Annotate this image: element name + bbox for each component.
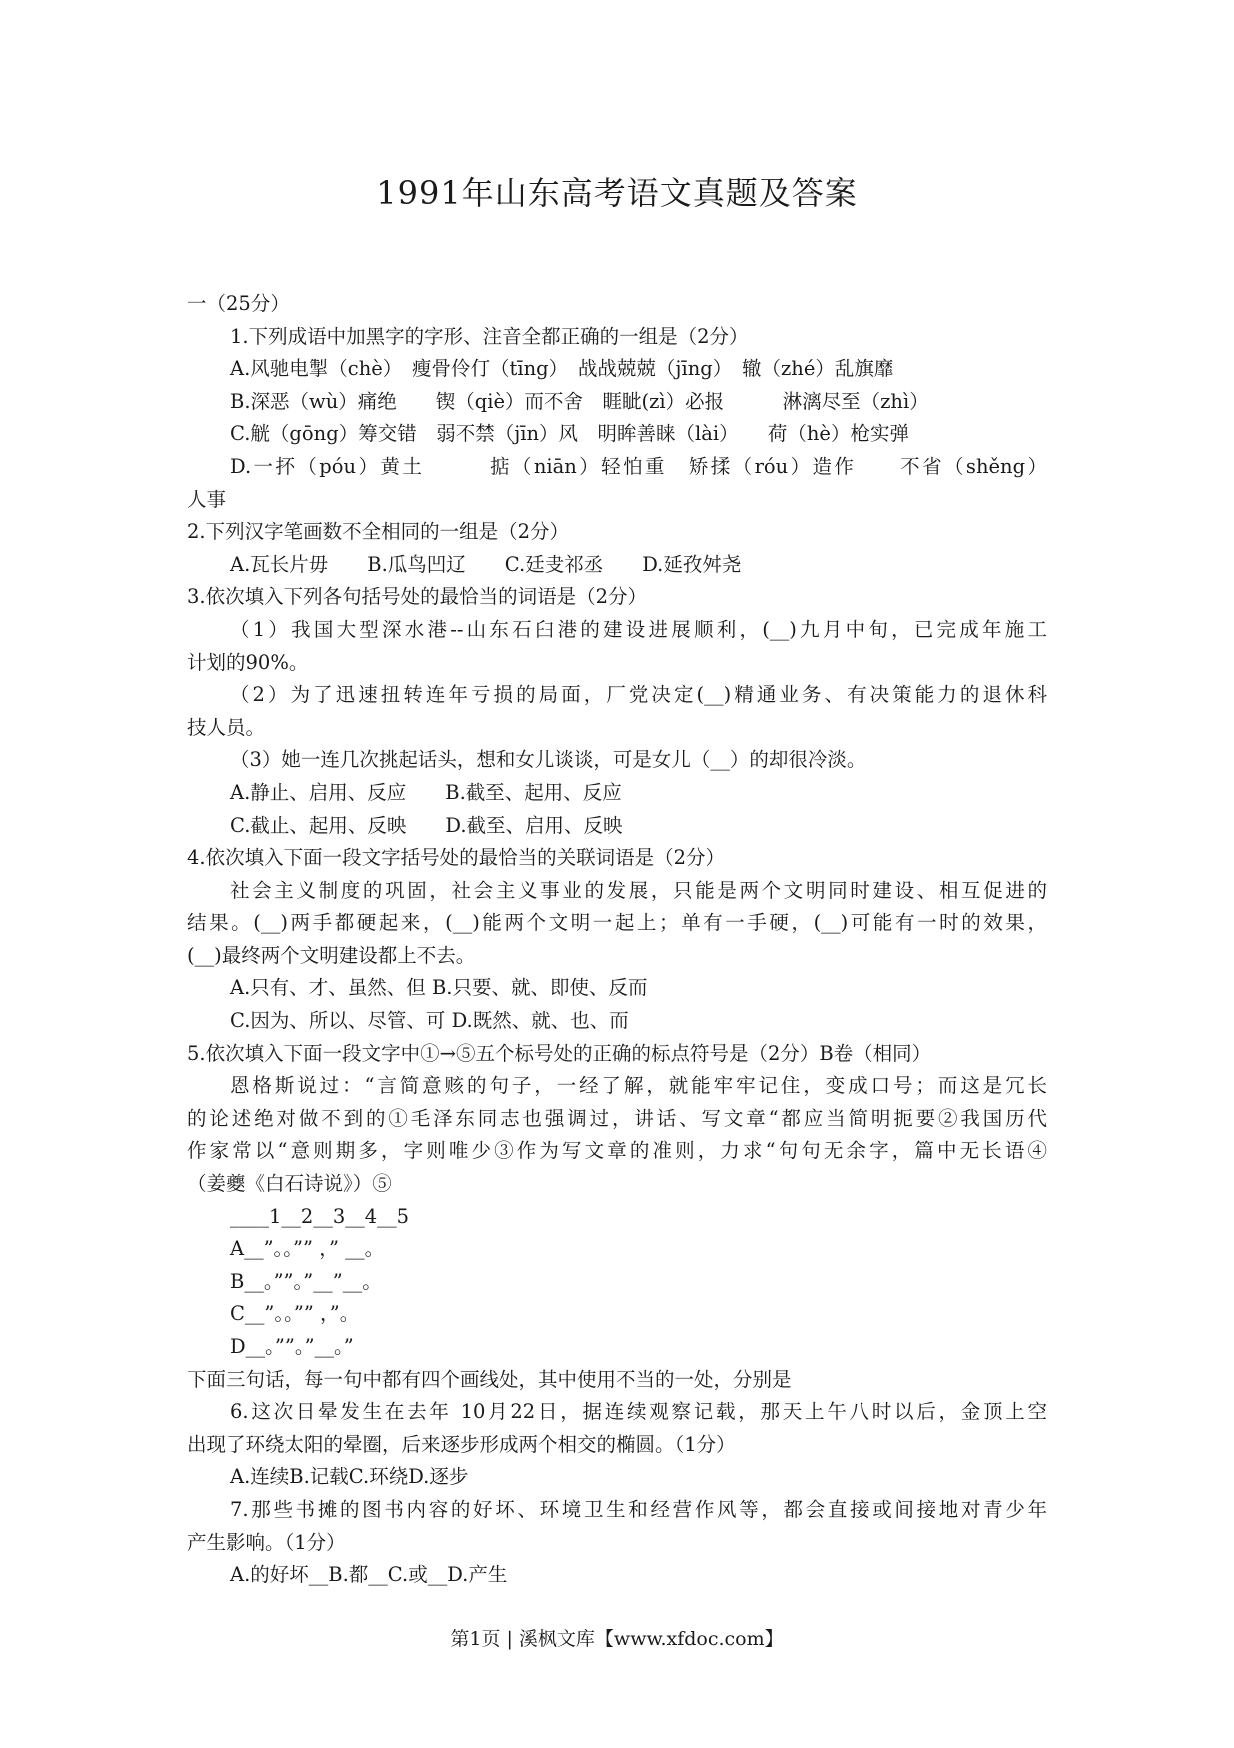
text-line: A.静止、启用、反应 B.截至、起用、反应: [230, 780, 622, 804]
text-line: 产生影响。（1分）: [187, 1530, 346, 1554]
text-line: 7.那些书摊的图书内容的好坏、环境卫生和经营作风等，都会直接或间接地对青少年: [230, 1497, 1047, 1521]
text-line: A__”。。”” ，” __。: [230, 1237, 385, 1261]
text-line: A.风驰电掣（chè） 瘦骨伶仃（tīng） 战战兢兢（jīng） 辙（zhé）乱旗靡: [230, 357, 894, 381]
text-line: 技人员。: [187, 715, 266, 739]
text-line: A.连续B.记载C.环绕D.逐步: [230, 1465, 469, 1489]
text-line: 一（25分）: [187, 292, 290, 315]
text-line: A.的好坏__B.都__C.或__D.产生: [230, 1563, 508, 1587]
text-line: C.截止、起用、反映 D.截至、启用、反映: [230, 813, 623, 837]
text-line: 出现了环绕太阳的晕圈，后来逐步形成两个相交的椭圆。（1分）: [187, 1432, 736, 1456]
text-line: 2.下列汉字笔画数不全相同的一组是（2分）: [187, 520, 570, 544]
text-line: 恩格斯说过：“言简意赅的句子，一经了解，就能牢牢记住，变成口号；而这是冗长: [230, 1074, 1047, 1098]
text-line: 的论述绝对做不到的①毛泽东同志也强调过，讲话、写文章“都应当简明扼要②我国历代: [187, 1106, 1047, 1130]
text-line: （3）她一连几次挑起话头，想和女儿谈谈，可是女儿（__）的却很冷淡。: [230, 748, 867, 772]
text-line: 5.依次填入下面一段文字中①→⑤五个标号处的正确的标点符号是（2分）B卷（相同）: [187, 1041, 932, 1065]
text-line: C__”。。”” ，”。: [230, 1302, 360, 1326]
text-line: 6.这次日晕发生在去年 10月22日，据连续观察记载，那天上午八时以后，金顶上空: [230, 1400, 1047, 1424]
text-line: 结果。(__)两手都硬起来，(__)能两个文明一起上；单有一手硬，(__)可能有一时的效果，: [187, 911, 1047, 935]
text-line: D__。””。”__。”: [230, 1335, 354, 1358]
text-line: ____1__2__3__4__5: [230, 1204, 410, 1228]
text-line: A.瓦长片毋 B.瓜鸟凹辽 C.廷叏祁丞 D.延孜舛尧: [230, 552, 742, 576]
text-line: 作家常以“意则期多，字则唯少③作为写文章的准则，力求“句句无余字，篇中无长语④: [187, 1139, 1047, 1163]
text-line: 计划的90%。: [187, 650, 309, 674]
document-body: [187, 288, 1047, 1592]
page-footer: 第1页 | 溪枫文库【www.xfdoc.com】: [450, 1628, 784, 1650]
text-line: C.觥（gōng）筹交错 弱不禁（jīn）风 明眸善睐（lài） 荷（hè）枪实弹: [230, 422, 909, 446]
text-line: (__)最终两个文明建设都上不去。: [187, 943, 476, 967]
text-line: 社会主义制度的巩固，社会主义事业的发展，只能是两个文明同时建设、相互促进的: [230, 878, 1047, 902]
text-line: 4.依次填入下面一段文字括号处的最恰当的关联词语是（2分）: [187, 846, 726, 870]
text-line: A.只有、才、虽然、但 B.只要、就、即使、反而: [230, 976, 648, 1000]
text-line: B.深恶（wù）痛绝 锲（qiè）而不舍 睚眦(zì）必报 淋漓尽至（zhì）: [230, 389, 929, 413]
text-line: B__。””。”__”__。: [230, 1269, 382, 1293]
text-line: 1.下列成语中加黑字的字形、注音全都正确的一组是（2分）: [230, 324, 749, 348]
text-line: D.一抔（póu）黄土 掂（niān）轻怕重 矫揉（róu）造作 不省（shěng）: [230, 454, 1047, 478]
text-line: （1）我国大型深水港--山东石臼港的建设进展顺利，(__)九月中旬，已完成年施工: [230, 617, 1047, 641]
text-line: （姜夔《白石诗说》）⑤: [187, 1172, 392, 1196]
text-line: （2）为了迅速扭转连年亏损的局面，厂党决定(__)精通业务、有决策能力的退休科: [230, 683, 1047, 707]
text-line: 下面三句话，每一句中都有四个画线处，其中使用不当的一处，分别是: [187, 1367, 792, 1391]
page-title: 1991年山东高考语文真题及答案: [376, 174, 858, 212]
text-line: 人事: [187, 487, 227, 511]
text-line: C.因为、所以、尽管、可 D.既然、就、也、而: [230, 1009, 629, 1033]
text-line: 3.依次填入下列各句括号处的最恰当的词语是（2分）: [187, 585, 648, 609]
